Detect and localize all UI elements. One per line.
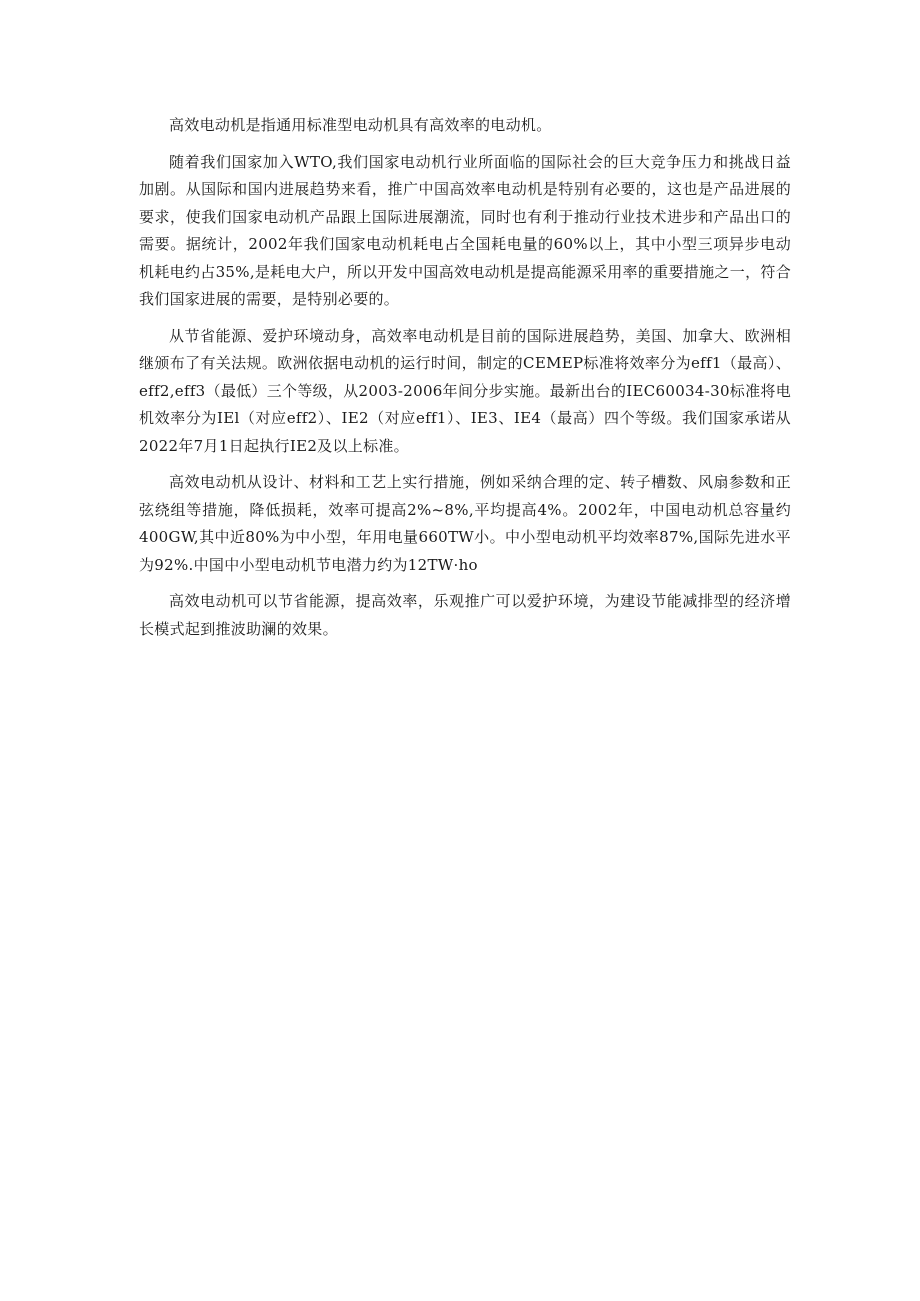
paragraph-efficiency-standards: 从节省能源、爱护环境动身，高效率电动机是目前的国际进展趋势，美国、加拿大、欧洲相继颁布了有关法规。欧洲依据电动机的运行时间，制定的CEMEP标准将效率分为eff1（最高）、eff2,eff3（最低）三个等级，从2003-2006年间分步实施。最新出台的IEC60034-30标准将电机效率分为IEl（对应eff2）、IE2（对应eff1）、IE3、IE4（最高）四个等级。我们国家承诺从2022年7月1日起执行IE2及以上标准。 (139, 326, 791, 455)
document-body (139, 112, 791, 652)
paragraph-wto-background: 随着我们国家加入WTO,我们国家电动机行业所面临的国际社会的巨大竞争压力和挑战日益加剧。从国际和国内进展趋势来看，推广中国高效率电动机是特别有必要的，这也是产品进展的要求，使我们国家电动机产品跟上国际进展潮流，同时也有利于推动行业技术进步和产品出口的需要。据统计，2002年我们国家电动机耗电占全国耗电量的60%以上，其中小型三项异步电动机耗电约占35%,是耗电大户，所以开发中国高效电动机是提高能源采用率的重要措施之一，符合我们国家进展的需要，是特别必要的。 (139, 152, 791, 308)
paragraph-definition: 高效电动机是指通用标准型电动机具有高效率的电动机。 (169, 116, 552, 134)
paragraph-conclusion: 高效电动机可以节省能源，提高效率，乐观推广可以爱护环境，为建设节能减排型的经济增长模式起到推波助澜的效果。 (139, 592, 791, 638)
paragraph-design-measures: 高效电动机从设计、材料和工艺上实行措施，例如采纳合理的定、转子槽数、风扇参数和正弦绕组等措施，降低损耗，效率可提高2%~8%,平均提高4%。2002年，中国电动机总容量约400GW,其中近80%为中小型，年用电量660TW小。中小型电动机平均效率87%,国际先进水平为92%.中国中小型电动机节电潜力约为12TW·ho (139, 473, 791, 574)
